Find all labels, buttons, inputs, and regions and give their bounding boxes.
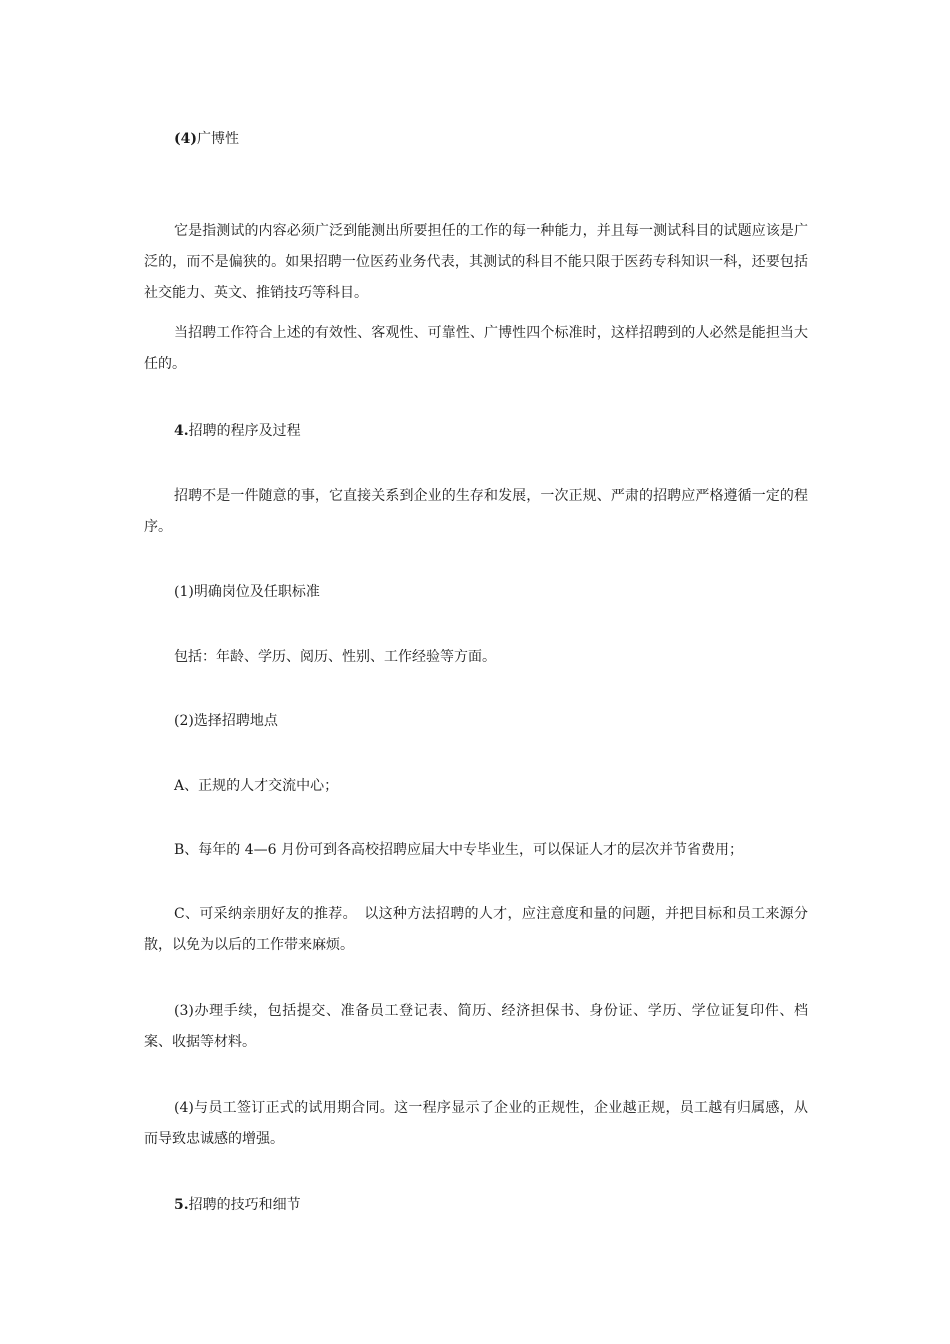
paragraph-section4-intro: 招聘不是一件随意的事，它直接关系到企业的生存和发展，一次正规、严肃的招聘应严格遵循一定的程序。 (144, 488, 808, 535)
subheading-number: (4) (174, 131, 197, 147)
section-heading-4 (144, 416, 808, 447)
step-4: (4)与员工签订正式的试用期合同。这一程序显示了企业的正规性，企业越正规，员工越有归属感，从而导致忠诚感的增强。 (144, 1100, 808, 1147)
option-c: C、可采纳亲朋好友的推荐。 以这种方法招聘的人才，应注意度和量的问题，并把目标和员工来源分散，以免为以后的工作带来麻烦。 (144, 906, 808, 953)
step-3: (3)办理手续，包括提交、准备员工登记表、简历、经济担保书、身份证、学历、学位证复印件、档案、收据等材料。 (144, 1003, 808, 1050)
section-number: 5. (174, 1197, 189, 1213)
step-1-detail: 包括：年龄、学历、阅历、性别、工作经验等方面。 (174, 649, 496, 665)
paragraph-guangboxing: 它是指测试的内容必须广泛到能测出所要担任的工作的每一种能力，并且每一测试科目的试题应该是广泛的，而不是偏狭的。如果招聘一位医药业务代表，其测试的科目不能只限于医药专科知识一科，还要包括社交能力、英文、推销技巧等科目。 (144, 223, 808, 301)
step-2-heading: (2)选择招聘地点 (174, 713, 278, 729)
option-b: B、每年的 4—6 月份可到各高校招聘应届大中专毕业生，可以保证人才的层次并节省费用； (174, 842, 744, 858)
section-heading-5 (144, 1190, 808, 1221)
section-title: 招聘的程序及过程 (188, 423, 301, 439)
section-title: 招聘的技巧和细节 (188, 1197, 301, 1213)
subheading-guangboxing (144, 124, 808, 155)
subheading-text: 广博性 (197, 131, 239, 147)
paragraph-summary: 当招聘工作符合上述的有效性、客观性、可靠性、广博性四个标准时，这样招聘到的人必然是能担当大任的。 (144, 325, 808, 372)
step-1-heading: (1)明确岗位及任职标准 (174, 584, 320, 600)
section-number: 4. (174, 423, 189, 439)
option-a: A、正规的人才交流中心； (174, 778, 339, 794)
